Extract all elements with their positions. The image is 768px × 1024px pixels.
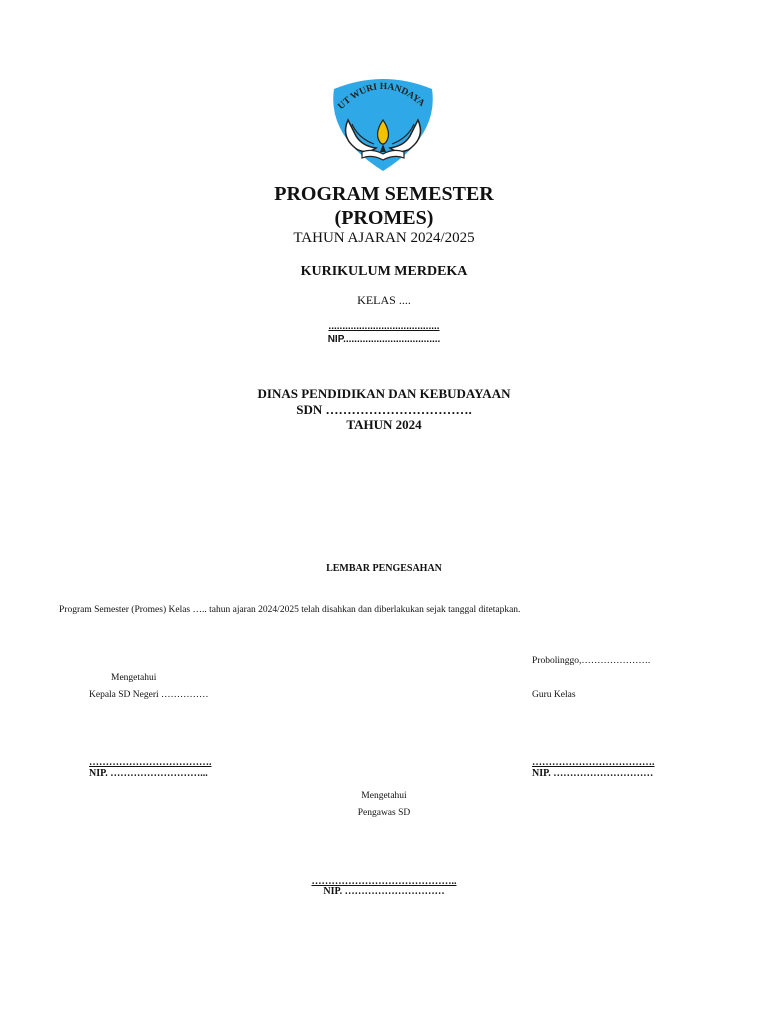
principal-role: Kepala SD Negeri …………… [89,690,209,700]
author-nip: NIP................................... [327,334,441,345]
curriculum-label: KURIKULUM MERDEKA [300,264,468,279]
cover-year: TAHUN 2024 [346,417,422,432]
logo-motto: UT WURI HANDAYA [336,81,427,112]
class-label: KELAS .... [357,293,411,307]
supervisor-acknowledged: Mengetahui [361,791,407,801]
teacher-role: Guru Kelas [532,690,576,700]
author-name-placeholder: ........................................ [328,321,440,332]
principal-nip: NIP. ………………………... [89,768,208,779]
logo-emblem-icon [318,68,448,180]
agency-name: DINAS PENDIDIKAN DAN KEBUDAYAAN [257,386,511,401]
document-title: PROGRAM SEMESTER [274,183,494,205]
principal-acknowledged: Mengetahui [111,673,157,683]
academic-year: TAHUN AJARAN 2024/2025 [293,230,475,246]
teacher-nip: NIP. ………………………… [532,768,654,779]
approval-statement: Program Semester (Promes) Kelas ….. tahun ajaran 2024/2025 telah disahkan dan diberlakukan sejak tanggal ditetapkan. [59,605,521,615]
approval-heading: LEMBAR PENGESAHAN [326,563,442,574]
principal-name-placeholder: ………………………………. [89,757,212,768]
school-name: SDN ……………………………. [296,402,472,417]
supervisor-name-placeholder: …………………………………….. [311,876,457,887]
place-date: Probolinggo,…………………. [532,656,651,666]
tut-wuri-handayani-logo [318,68,448,180]
supervisor-role: Pengawas SD [357,808,411,818]
teacher-name-placeholder: ………………………………. [532,757,655,768]
document-subtitle: (PROMES) [334,207,434,229]
supervisor-nip: NIP. ………………………… [323,886,445,897]
